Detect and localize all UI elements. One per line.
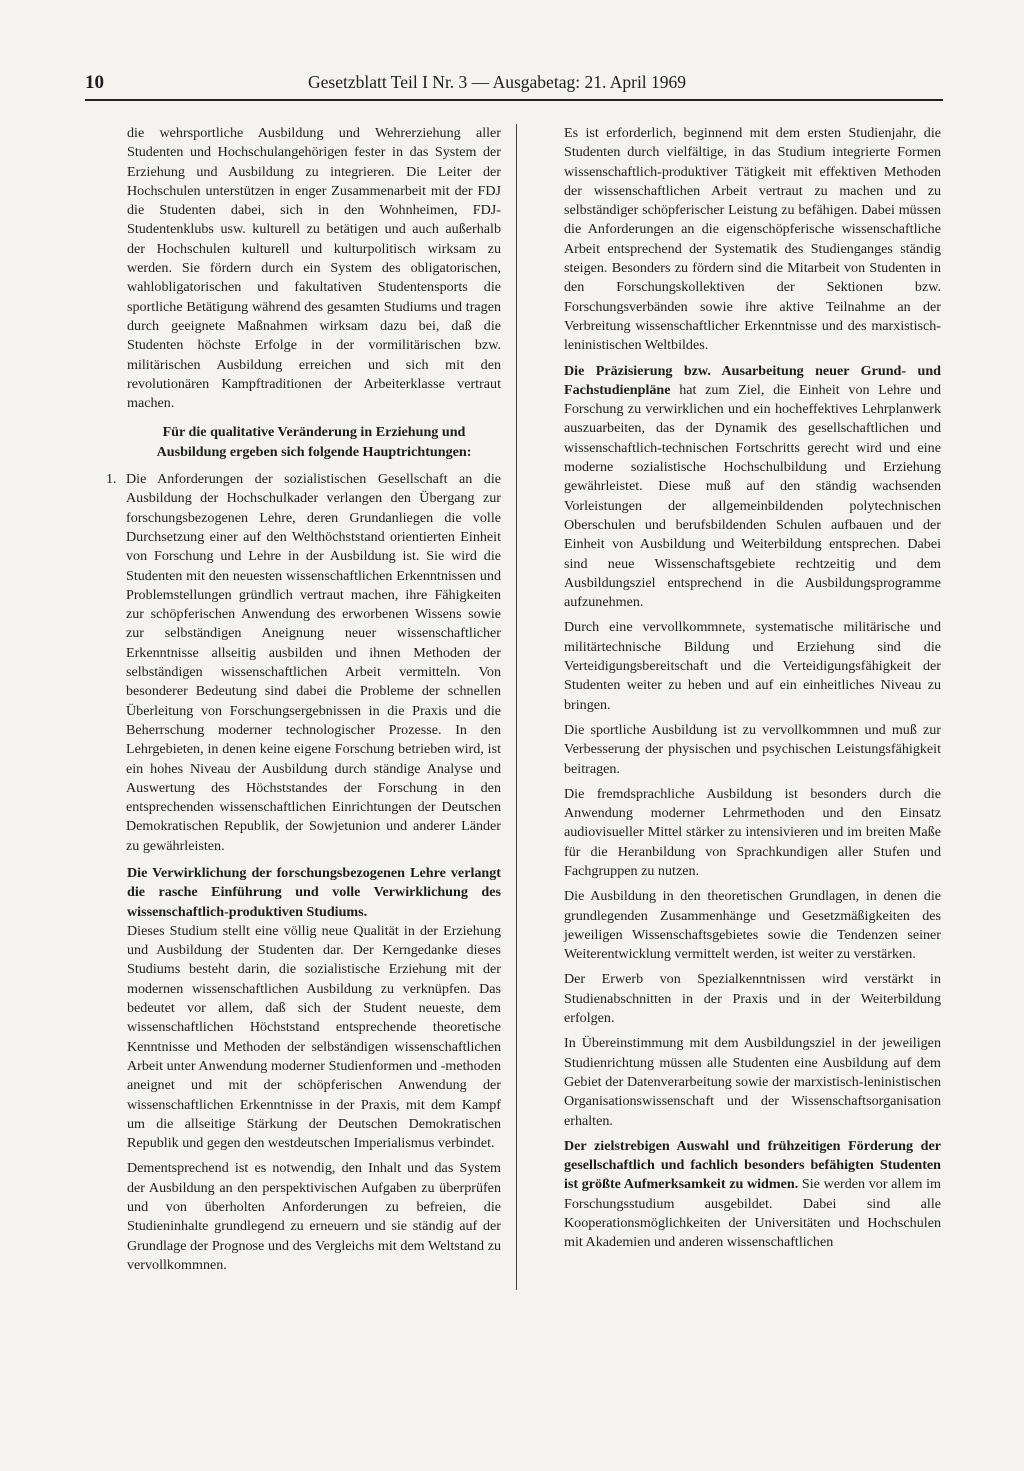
header-rule (85, 99, 943, 101)
paragraph: Die sportliche Ausbildung ist zu vervollkommnen und muß zur Verbesserung der physischen und psychischen Leistungsfähigkeit beitragen. (564, 721, 941, 777)
paragraph: Der Erwerb von Spezialkenntnissen wird verstärkt in Studienabschnitten in der Praxis und in der Weiterbildung erfolgen. (564, 971, 941, 1027)
paragraph (564, 362, 941, 613)
page-number: 10 (85, 72, 104, 93)
list-item-text: Die Anforderungen der sozialistischen Gesellschaft an die Ausbildung der Hochschulkader verlangen den Übergang zur forschungsbezogenen Lehre, deren Grundanliegen die volle Durchsetzung einer auf den Welthöchststand orientierten Einheit von Forschung und Lehre in der Ausbildung ist. Sie wird die Studenten mit den neuesten wissenschaftlichen Erkenntnissen und Problemstellungen gründlich vertraut machen, ihre Fähigkeiten zur schöpferischen Anwendung des erworbenen Wissens sowie zur selbständigen Aneignung neuer wissenschaftlicher Erkenntnisse allseitig ausbilden und ihnen Methoden der selbständigen wissenschaftlichen Arbeit vermitteln. Von besonderer Bedeutung sind dabei die Probleme der schnellen Überleitung von Forschungsergebnissen in die Praxis und die Beherrschung moderner technologischer Prozesse. In den Lehrgebieten, in denen keine eigene Forschung betrieben wird, ist ein hohes Niveau der Ausbildung durch ständige Analyse und Auswertung des Höchststandes der Forschung in den entsprechenden wissenschaftlichen Einrichtungen der Deutschen Demokratischen Republik, der Sowjetunion und anderer Länder zu gewährleisten. (126, 471, 501, 854)
paragraph: Die Ausbildung in den theoretischen Grundlagen, in denen die grundlegenden Zusammenhänge und Gesetzmäßigkeiten des jeweiligen Wissenschaftsgebietes sowie die Tendenzen seiner Weiterentwicklung vermittelt werden, ist weiter zu verstärken. (564, 888, 941, 963)
paragraph: Die fremdsprachliche Ausbildung ist besonders durch die Anwendung moderner Lehrmethoden und den Einsatz audiovisueller Mittel stärker zu intensivieren und im breiten Maße für die Heranbildung von Sprachkundigen aller Stufen und Fachgruppen zu nutzen. (564, 785, 941, 879)
section-heading: Für die qualitative Veränderung in Erziehung und Ausbildung ergeben sich folgende Hauptrichtungen: (156, 424, 472, 460)
paragraph (564, 1137, 941, 1253)
paragraph-text: hat zum Ziel, die Einheit von Lehre und Forschung zu verwirklichen und ein hocheffektives Lehrplanwerk auszuarbeiten, das der Dynamik des gesellschaftlichen und wissenschaftlich-technischen Fortschritts gerecht wird und eine moderne sozialistische Hochschulbildung und Erziehung gewährleistet. Diese muß auf den ständig wachsenden Vorleistungen der allgemeinbildenden polytechnischen Oberschulen und berufsbildenden Schulen aufbauen und der Einheit von Ausbildung und Weiterbildung entsprechen. Dabei sind neue Wissenschaftsgebiete rechtzeitig und dem Ausbildungsziel entsprechend in die Ausbildungsprogramme aufzunehmen. (564, 381, 941, 611)
column-divider (516, 124, 517, 1290)
paragraph: Durch eine vervollkommnete, systematische militärische und militärtechnische Bildung und Erziehung sind die Verteidigungsbereitschaft und die Verteidigungsfähigkeit der Studenten weiter zu heben und auf ein einheitliches Niveau zu bringen. (564, 619, 941, 713)
bold-lead: Die Präzisierung bzw. Ausarbeitung neuer Grund- und Fachstudienpläne (564, 362, 941, 398)
paragraph-text: Dieses Studium stellt eine völlig neue Qualität in der Erziehung und Ausbildung der Studenten dar. Der Kerngedanke dieses Studiums besteht darin, die sozialistische Erziehung mit der modernen wissenschaftlichen Ausbildung zu verknüpfen. Das bedeutet vor allem, daß sich der Student neueste, dem wissenschaftlichen Höchststand entsprechende theoretische Kenntnisse und Methoden der selbständigen wissenschaftlichen Arbeit unter Anwendung moderner Studienformen und -methoden aneignet und mit der schöpferischen Anwendung der wissenschaftlichen Erkenntnisse in der Praxis, mit dem Kampf um die allseitige Stärkung der Deutschen Demokratischen Republik und gegen den westdeutschen Imperialismus verbindet. (127, 922, 501, 1152)
paragraph: Es ist erforderlich, beginnend mit dem ersten Studienjahr, die Studenten durch vielfältige, in das Studium integrierte Formen wissenschaftlich-produktiver Tätigkeit mit effektiven Methoden der wissenschaftlichen Arbeit vertraut zu machen und zu selbständiger schöpferischer Leistung zu befähigen. Dabei müssen die Anforderungen an die eigenschöpferische wissenschaftliche Arbeit entsprechend der Systematik des Studienganges ständig steigen. Besonders zu fördern sind die Mitarbeit von Studenten in den Forschungskollektiven der Sektionen bzw. Forschungsverbänden sowie ihre aktive Teilnahme an der Verbreitung wissenschaftlicher Erkenntnisse und des marxistisch-leninistischen Weltbildes. (564, 125, 941, 354)
paragraph-text: Sie werden vor allem im Forschungsstudium ausgebildet. Dabei sind alle Kooperationsmöglichkeiten der Universitäten und Hochschulen mit Akademien und anderen wissenschaftlichen (564, 1176, 942, 1251)
list-item-number: 1. (106, 471, 117, 488)
bold-lead: Die Verwirklichung der forschungsbezogenen Lehre verlangt die rasche Einführung und volle Verwirklichung des wissenschaftlich-produktiven Studiums. (127, 864, 501, 920)
paragraph: Dementsprechend ist es notwendig, den Inhalt und das System der Ausbildung an den perspektivischen Aufgaben zu überprüfen und von überholten Anforderungen zu befreien, die Studieninhalte grundlegend zu erneuern und sie ständig auf der Grundlage der Prognose und des Vergleichs mit dem Weltstand zu vervollkommnen. (127, 1160, 501, 1273)
running-header: Gesetzblatt Teil I Nr. 3 — Ausgabetag: 21. April 1969 (308, 72, 687, 92)
bold-lead: Der zielstrebigen Auswahl und frühzeitigen Förderung der gesellschaftlich und fachlich besonders befähigten Studenten ist größte Aufmerksamkeit zu widmen. (564, 1137, 941, 1193)
paragraph: die wehrsportliche Ausbildung und Wehrerziehung aller Studenten und Hochschulangehörigen fester in das System der Erziehung und Ausbildung zu integrieren. Die Leiter der Hochschulen unterstützen in enger Zusammenarbeit mit der FDJ die Studenten dabei, sich in den Wohnheimen, FDJ-Studentenklubs usw. kulturell zu betätigen und auch außerhalb der Hochschulen kulturell und kulturpolitisch wirksam zu werden. Sie fördern durch ein System des obligatorischen, wahlobligatorischen und fakultativen Studentensports die sportliche Betätigung während des gesamten Studiums und tragen durch geeignete Maßnahmen wirksam dazu bei, daß die Studenten höchste Erfolge in der vormilitärischen bzw. militärischen Ausbildung erreichen und sich mit den revolutionären Kampftraditionen der Arbeiterklasse vertraut machen. (127, 125, 501, 412)
paragraph (127, 864, 501, 1153)
left-column (106, 124, 501, 1281)
right-column (564, 124, 941, 1259)
paragraph: In Übereinstimmung mit dem Ausbildungsziel in der jeweiligen Studienrichtung müssen alle Studenten eine Ausbildung auf dem Gebiet der Datenverarbeitung sowie der marxistisch-leninistischen Organisationswissenschaft und der Wissenschaftsorganisation erhalten. (564, 1035, 941, 1129)
list-item (106, 470, 501, 856)
